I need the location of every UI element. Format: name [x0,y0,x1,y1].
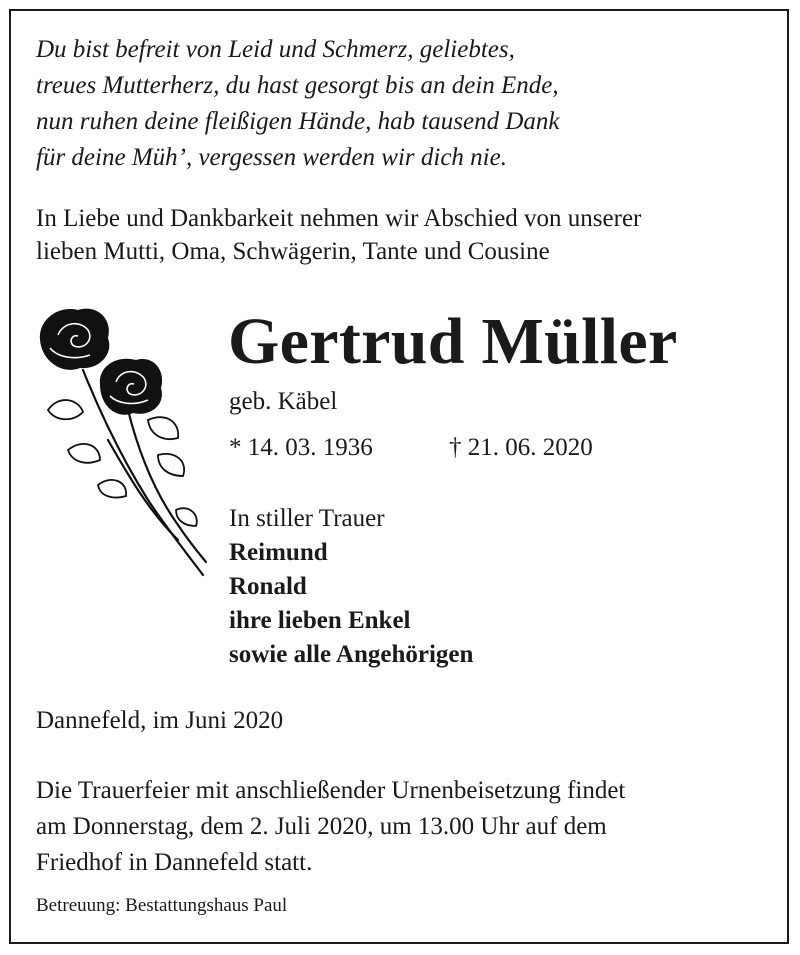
service-line: Friedhof in Dannefeld statt. [36,849,313,876]
roses-illustration-icon [28,300,213,585]
mourner-name: Reimund [229,539,328,566]
funeral-service-info [36,773,625,881]
death-date: † 21. 06. 2020 [449,434,593,461]
verse-line: für deine Müh’, vergessen werden wir dich nie. [36,144,507,171]
mourners-block [229,502,473,672]
service-line: Die Trauerfeier mit anschließender Urnenbeisetzung findet [36,777,626,804]
birth-name: geb. Käbel [229,388,338,415]
birth-date: * 14. 03. 1936 [229,434,373,461]
mourners-heading: In stiller Trauer [229,505,385,532]
verse-line: treues Mutterherz, du hast gesorgt bis an dein Ende, [36,72,559,99]
mourner-name: ihre lieben Enkel [229,607,411,634]
intro-line: lieben Mutti, Oma, Schwägerin, Tante und Cousine [36,238,550,265]
deceased-name: Gertrud Müller [228,305,678,378]
memorial-verse [36,32,560,176]
funeral-home-credit: Betreuung: Bestattungshaus Paul [36,895,288,916]
service-line: am Donnerstag, dem 2. Juli 2020, um 13.00 Uhr auf dem [36,813,607,840]
intro-text [36,202,641,268]
mourner-name: sowie alle Angehörigen [229,641,474,668]
mourner-name: Ronald [229,573,307,600]
intro-line: In Liebe und Dankbarkeit nehmen wir Abschied von unserer [36,205,642,232]
verse-line: nun ruhen deine fleißigen Hände, hab tausend Dank [36,108,560,135]
verse-line: Du bist befreit von Leid und Schmerz, geliebtes, [36,36,515,63]
place-date: Dannefeld, im Juni 2020 [36,707,284,734]
